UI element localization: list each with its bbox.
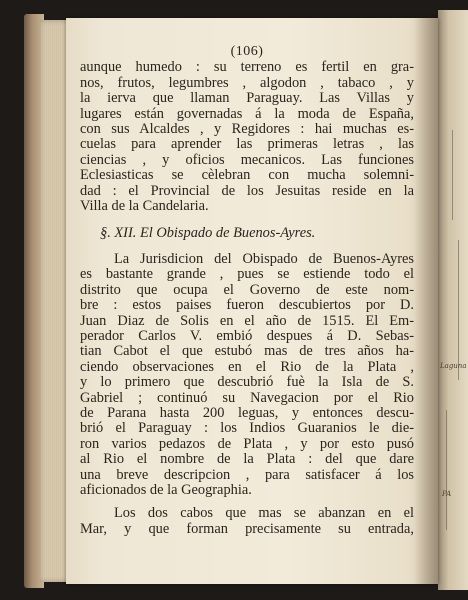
- facing-map-page: [438, 10, 468, 590]
- text-line: la ierva que llaman Paraguay. Las Villas y: [80, 90, 414, 107]
- text-line: Mar, y que forman precisamente su entrada,: [80, 520, 414, 537]
- text-line: Eclesiasticas se cèlebran con mucha solemni-: [80, 167, 414, 184]
- paragraph-2: [80, 252, 414, 499]
- page-number: (106): [230, 44, 264, 59]
- text-line: nos, frutos, legumbres , algodon , tabaco , y: [80, 74, 414, 91]
- text-line: es bastante grande , pues se estiende todo el: [80, 266, 414, 283]
- text-line: ciendo observaciones en el Rio de la Plata ,: [80, 358, 414, 375]
- paragraph-3: [80, 506, 414, 537]
- text-line: Gabriel ; continuó su Navegacion por el Rio: [80, 389, 414, 406]
- text-line: bre : estos paises fueron descubiertos por D.: [80, 297, 414, 314]
- text-line: al Rio el nombre de la Plata : del que dare: [80, 451, 414, 468]
- paragraph-1: [80, 60, 414, 214]
- text-line: con sus Alcaldes , y Regidores : hai muchas es-: [80, 121, 414, 138]
- map-label-laguna: Laguna: [440, 362, 467, 370]
- text-line: ciencias , y oficios mecanicos. Las funciones: [80, 151, 414, 168]
- map-label-pa: PA: [442, 490, 452, 498]
- text-line: aunque humedo : su terreno es fertil en gra-: [80, 59, 414, 76]
- text-line: cuelas para aprender las primeras letras , las: [80, 136, 414, 153]
- page-text: [80, 44, 414, 537]
- text-line: La Jurisdicion del Obispado de Buenos-Ayres: [114, 250, 414, 267]
- text-line: lugares están governadas á la moda de España,: [80, 105, 414, 122]
- text-line: Los dos cabos que mas se abanzan en el: [114, 505, 414, 522]
- text-line: Juan Diaz de Solis en el año de 1515. El Em-: [80, 312, 414, 329]
- text-line: ron varios pedazos de Plata , y por esto pusó: [80, 435, 414, 452]
- text-line: Villa de la Candelaria.: [80, 198, 209, 215]
- text-line: distrito que ocupa el Governo de este nom-: [80, 281, 414, 298]
- gutter-shadow: [414, 18, 438, 584]
- text-line: tian Cabot el que estubó mas de tres años ha-: [80, 343, 414, 360]
- text-line: perador Carlos V. embió despues á D. Sebas-: [80, 327, 414, 344]
- text-line: y lo primero que descubrió fuè la Isla de S.: [80, 374, 414, 391]
- text-line: una breve descripcion , para satisfacer á los: [80, 466, 414, 483]
- text-line: aficionados de la Geographia.: [80, 481, 252, 498]
- text-line: dad : el Provincial de los Jesuitas reside en la: [80, 182, 414, 199]
- section-heading: §. XII. El Obispado de Buenos-Ayres.: [100, 225, 316, 242]
- text-line: de Parana hasta 200 leguas, y entonces descu-: [80, 404, 414, 421]
- text-line: brió el Paraguay : los Indios Guaranios le die-: [80, 420, 414, 437]
